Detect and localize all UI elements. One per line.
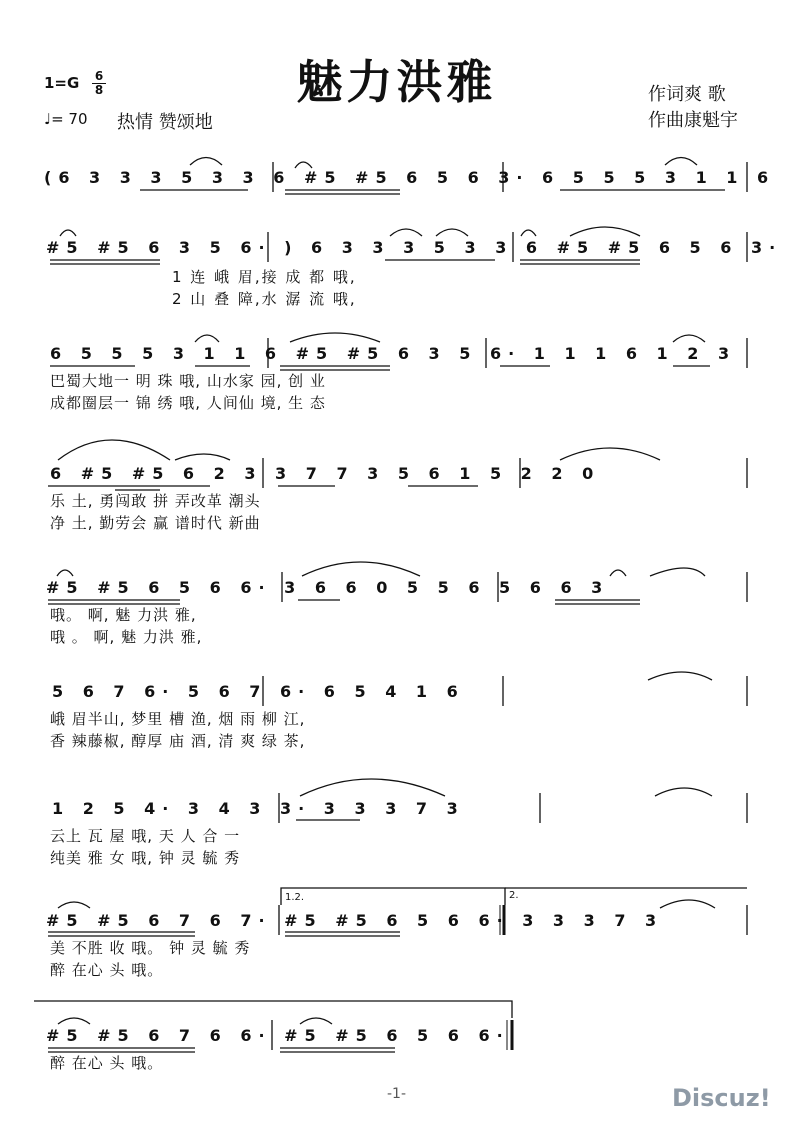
notation-row-4: 6 #5 #5 6 2 3 3 7 7 3 5 6 1 5 2 2 0 [50,464,601,483]
quarter-note-icon: ♩ [44,110,52,128]
key-signature: 1=G [44,74,80,92]
notation-row-6: 5 6 7 6· 5 6 7 6· 6 5 4 1 6 [52,682,465,701]
lyric-row-6-verse-2: 香 辣藤椒, 醇厚 庙 酒, 清 爽 绿 茶, [50,732,306,750]
lyric-row-2-verse-2: 2 山 叠 障,水 潺 流 哦, [172,290,357,308]
notation-row-8: #5 #5 6 7 6 7· #5 #5 6 5 6 6· 3 3 3 7 3 [46,911,664,930]
lyric-row-2-verse-1: 1 连 峨 眉,接 成 都 哦, [172,268,357,286]
lyric-row-4-verse-1: 乐 土, 勇闯敢 拼 弄改革 潮头 [50,492,261,510]
lyric-row-5-verse-1: 哦。 啊, 魅 力洪 雅, [50,606,197,624]
lyric-row-9-verse-1: 醉 在心 头 哦。 [50,1054,164,1072]
lyric-row-6-verse-1: 峨 眉半山, 梦里 槽 渔, 烟 雨 柳 江, [50,710,306,728]
lyric-row-4-verse-2: 净 土, 勤劳会 赢 谱时代 新曲 [50,514,261,532]
lyric-row-8-verse-2: 醉 在心 头 哦。 [50,961,164,979]
lyric-row-7-verse-2: 纯美 雅 女 哦, 钟 灵 毓 秀 [50,849,241,867]
lyric-row-3-verse-1: 巴蜀大地一 明 珠 哦, 山水家 园, 创 业 [50,372,326,390]
page-number: -1- [386,1086,406,1102]
page-title: 魅力洪雅 [296,55,497,109]
volta-2-label: 2. [509,890,519,901]
brand-watermark: Discuz! [672,1084,771,1112]
lyric-row-5-verse-2: 哦 。 啊, 魅 力洪 雅, [50,628,203,646]
lyric-row-7-verse-1: 云上 瓦 屋 哦, 天 人 合 一 [50,827,241,845]
notation-row-5: #5 #5 6 5 6 6· 3 6 6 0 5 5 6 5 6 6 3 [46,578,610,597]
tempo-value: = 70 [51,110,88,128]
notation-row-2: #5 #5 6 3 5 6· ) 6 3 3 3 5 3 3 6 #5 #5 6 5 6 3· [46,238,783,257]
meter-top: 6 [94,69,104,83]
notation-row-1: (6 3 3 3 5 3 3 6 #5 #5 6 5 6 3· 6 5 5 5 3 1 1 6 [44,168,776,187]
notation-row-7: 1 2 5 4· 3 4 3 3· 3 3 3 7 3 [52,799,465,818]
notation-row-9: #5 #5 6 7 6 6· #5 #5 6 5 6 6· [46,1026,510,1045]
lyric-row-8-verse-1: 美 不胜 收 哦。 钟 灵 毓 秀 [50,939,251,957]
lyric-row-3-verse-2: 成都圈层一 锦 绣 哦, 人间仙 境, 生 态 [50,394,326,412]
expression-marking: 热情 赞颂地 [117,112,213,133]
composer-credit: 作曲康魁宇 [648,110,738,131]
meter-bottom: 8 [92,83,106,97]
volta-1-2-label: 1.2. [285,892,305,903]
notation-row-3: 6 5 5 5 3 1 1 6 #5 #5 6 3 5 6· 1 1 1 6 1 2 3 [50,344,737,363]
lyricist-credit: 作词爽 歌 [648,84,726,105]
